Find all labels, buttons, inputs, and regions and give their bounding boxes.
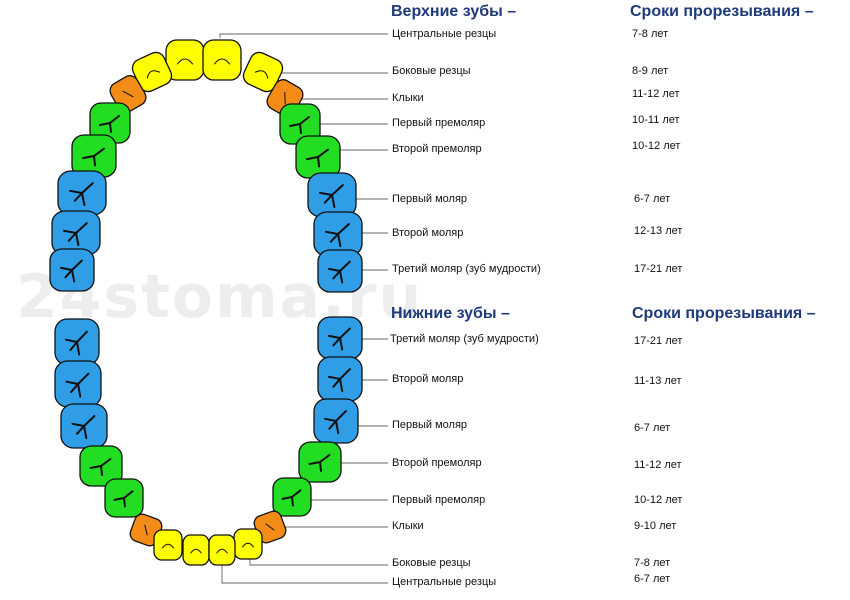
teeth-group <box>50 40 362 565</box>
upper-age-second-premolar: 10-12 лет <box>632 140 681 152</box>
lower-right-first-molar <box>61 404 107 448</box>
lower-left-second-premolar <box>299 442 341 482</box>
upper-age-first-premolar: 10-11 лет <box>632 114 680 126</box>
upper-label-lateral-incisors: Боковые резцы <box>392 65 471 77</box>
lower-age-first-premolar: 10-12 лет <box>634 494 683 506</box>
upper-left-third-molar <box>318 250 362 292</box>
upper-label-first-molar: Первый моляр <box>392 193 468 205</box>
lower-label-first-premolar: Первый премоляр <box>392 494 486 506</box>
upper-central-incisors-leader <box>220 34 388 38</box>
upper-eruption-header: Сроки прорезывания – <box>630 3 814 20</box>
lower-label-canines: Клыки <box>392 520 424 532</box>
upper-age-first-molar: 6-7 лет <box>634 193 671 205</box>
lower-right-third-molar <box>55 319 99 365</box>
upper-label-central-incisors: Центральные резцы <box>392 28 497 40</box>
upper-age-central-incisors: 7-8 лет <box>632 28 669 40</box>
lower-central-incisors-leader <box>222 565 388 583</box>
upper-label-first-premolar: Первый премоляр <box>392 117 486 129</box>
upper-label-third-molar: Третий моляр (зуб мудрости) <box>392 263 541 275</box>
watermark: 24stoma.ru <box>16 262 424 332</box>
lower-right-first-premolar <box>105 479 143 517</box>
lower-left-lateral-incisor <box>234 529 262 559</box>
lower-right-second-molar <box>55 361 101 407</box>
lower-left-first-premolar <box>273 478 311 516</box>
upper-age-lateral-incisors: 8-9 лет <box>632 65 669 77</box>
upper-teeth-header: Верхние зубы – <box>391 3 517 20</box>
lower-label-second-premolar: Второй премоляр <box>392 457 482 469</box>
lower-age-central-incisors: 6-7 лет <box>634 573 671 585</box>
lower-left-third-molar <box>318 317 362 359</box>
lower-teeth-header: Нижние зубы – <box>391 305 510 322</box>
lower-label-central-incisors: Центральные резцы <box>392 576 497 588</box>
lower-right-lateral-incisor <box>154 530 182 560</box>
lower-age-canines: 9-10 лет <box>634 520 677 532</box>
lower-lateral-incisors-leader <box>250 559 388 565</box>
lower-eruption-header: Сроки прорезывания – <box>632 305 816 322</box>
upper-right-first-molar <box>58 171 106 215</box>
upper-right-third-molar <box>50 249 94 291</box>
upper-label-second-premolar: Второй премоляр <box>392 143 482 155</box>
lower-age-first-molar: 6-7 лет <box>634 422 671 434</box>
lower-age-second-premolar: 11-12 лет <box>634 459 682 471</box>
lower-right-central-incisor <box>183 535 209 565</box>
upper-age-third-molar: 17-21 лет <box>634 263 683 275</box>
lower-label-lateral-incisors: Боковые резцы <box>392 557 471 569</box>
lower-left-second-molar <box>318 357 362 401</box>
lower-label-second-molar: Второй моляр <box>392 373 464 385</box>
upper-left-second-premolar <box>296 136 340 178</box>
lower-left-first-molar <box>314 399 358 443</box>
upper-age-second-molar: 12-13 лет <box>634 225 683 237</box>
lower-label-first-molar: Первый моляр <box>392 419 468 431</box>
upper-left-first-molar <box>308 173 356 217</box>
lower-age-third-molar: 17-21 лет <box>634 335 683 347</box>
lower-age-second-molar: 11-13 лет <box>634 375 682 387</box>
upper-label-canines: Клыки <box>392 92 424 104</box>
upper-age-canines: 11-12 лет <box>632 88 680 100</box>
upper-label-second-molar: Второй моляр <box>392 227 464 239</box>
upper-left-central-incisor <box>203 40 241 80</box>
lower-age-lateral-incisors: 7-8 лет <box>634 557 671 569</box>
lower-left-central-incisor <box>209 535 235 565</box>
lower-label-third-molar: Третий моляр (зуб мудрости) <box>390 333 539 345</box>
